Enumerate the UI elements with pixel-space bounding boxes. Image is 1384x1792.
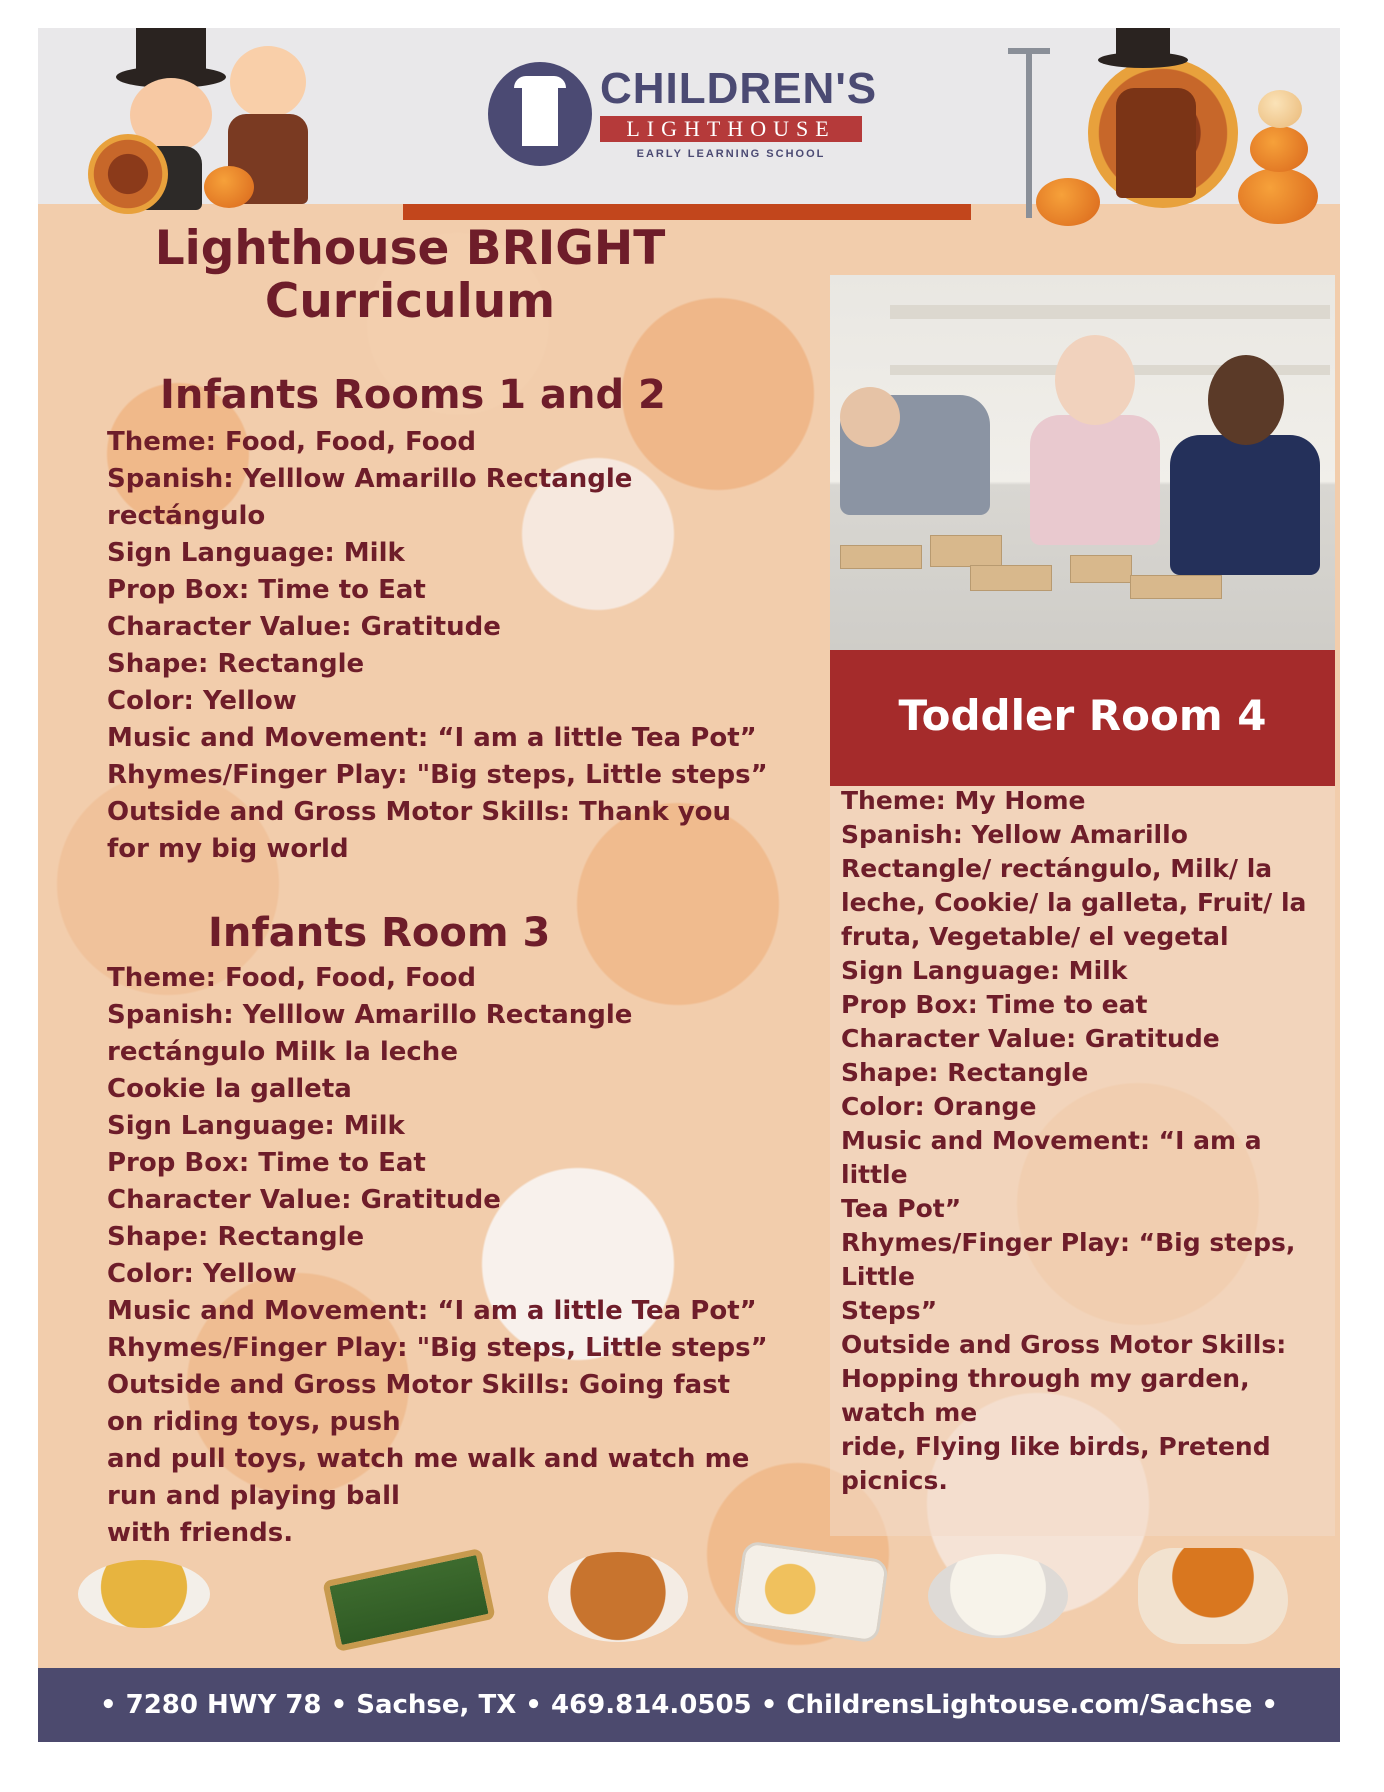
list-item: run and playing ball (107, 1481, 400, 1511)
list-item: Shape: Rectangle (107, 1222, 365, 1252)
sweet-potato-casserole-icon (733, 1540, 889, 1644)
toddlers-playing-photo (830, 275, 1335, 650)
toddler-room-4-list (841, 784, 1306, 1498)
green-bean-casserole-icon (322, 1548, 495, 1652)
roast-turkey-icon (548, 1552, 688, 1642)
list-item: picnics. (841, 1466, 948, 1495)
logo-subtitle: LIGHTHOUSE (600, 116, 862, 142)
page-title: Lighthouse BRIGHT Curriculum (154, 221, 666, 329)
list-item: Outside and Gross Motor Skills: Going fast (107, 1370, 731, 1400)
toddler-room-4-banner (830, 650, 1335, 786)
list-item: for my big world (107, 834, 349, 864)
list-item: rectángulo Milk la leche (107, 1037, 458, 1067)
list-item: Prop Box: Time to Eat (107, 575, 426, 605)
list-item: Rhymes/Finger Play: "Big steps, Little steps” (107, 1333, 768, 1363)
footer-contact: • 7280 HWY 78 • Sachse, TX • 469.814.0505 • ChildrensLightouse.com/Sachse • (99, 1690, 1279, 1720)
toddler-room-4-heading: Toddler Room 4 (898, 691, 1267, 740)
turkey-illustration (998, 28, 1328, 228)
header-accent-stripe (403, 204, 971, 220)
infants-rooms-1-2-heading: Infants Rooms 1 and 2 (160, 372, 666, 418)
list-item: Sign Language: Milk (107, 1111, 405, 1141)
list-item: Rhymes/Finger Play: "Big steps, Little steps” (107, 760, 768, 790)
list-item: Spanish: Yellow Amarillo (841, 820, 1188, 849)
infants-room-3-list (107, 960, 768, 1552)
list-item: Tea Pot” (841, 1194, 962, 1223)
pilgrims-illustration (88, 28, 348, 216)
school-logo (488, 60, 888, 172)
list-item: Theme: Food, Food, Food (107, 427, 477, 457)
list-item: Rhymes/Finger Play: “Big steps, (841, 1228, 1296, 1257)
list-item: leche, Cookie/ la galleta, Fruit/ la (841, 888, 1307, 917)
list-item: Prop Box: Time to Eat (107, 1148, 426, 1178)
list-item: Spanish: Yelllow Amarillo Rectangle (107, 464, 633, 494)
list-item: Color: Orange (841, 1092, 1037, 1121)
infants-rooms-1-2-list (107, 424, 768, 868)
list-item: Hopping through my garden, (841, 1364, 1250, 1393)
list-item: Music and Movement: “I am a little Tea Pot” (107, 723, 757, 753)
list-item: Character Value: Gratitude (841, 1024, 1220, 1053)
logo-name: CHILDREN'S (600, 64, 878, 113)
gravy-boat-icon (1138, 1548, 1288, 1644)
list-item: rectángulo (107, 501, 266, 531)
list-item: Sign Language: Milk (841, 956, 1128, 985)
list-item: Outside and Gross Motor Skills: Thank you (107, 797, 732, 827)
lighthouse-icon (488, 62, 592, 166)
food-illustrations (38, 1540, 1340, 1660)
list-item: fruta, Vegetable/ el vegetal (841, 922, 1229, 951)
list-item: Theme: My Home (841, 786, 1086, 815)
infants-room-3-heading: Infants Room 3 (208, 910, 551, 956)
stuffing-bowl-icon (78, 1560, 210, 1628)
footer-bar (38, 1668, 1340, 1742)
list-item: Steps” (841, 1296, 938, 1325)
list-item: Rectangle/ rectángulo, Milk/ la (841, 854, 1273, 883)
list-item: Color: Yellow (107, 1259, 297, 1289)
list-item: Spanish: Yelllow Amarillo Rectangle (107, 1000, 633, 1030)
list-item: Character Value: Gratitude (107, 1185, 501, 1215)
list-item: watch me (841, 1398, 978, 1427)
mashed-potatoes-icon (928, 1554, 1068, 1638)
list-item: Music and Movement: “I am a little Tea Pot” (107, 1296, 757, 1326)
list-item: Shape: Rectangle (107, 649, 365, 679)
list-item: Sign Language: Milk (107, 538, 405, 568)
list-item: on riding toys, push (107, 1407, 401, 1437)
list-item: Color: Yellow (107, 686, 297, 716)
list-item: Prop Box: Time to eat (841, 990, 1148, 1019)
list-item: Music and Movement: “I am a (841, 1126, 1262, 1155)
list-item: Little (841, 1262, 915, 1291)
list-item: Theme: Food, Food, Food (107, 963, 477, 993)
list-item: ride, Flying like birds, Pretend (841, 1432, 1271, 1461)
list-item: Shape: Rectangle (841, 1058, 1089, 1087)
list-item: Cookie la galleta (107, 1074, 352, 1104)
list-item: little (841, 1160, 908, 1189)
list-item: with friends. (107, 1518, 294, 1548)
list-item: Character Value: Gratitude (107, 612, 501, 642)
logo-tagline: EARLY LEARNING SCHOOL (636, 148, 826, 160)
list-item: and pull toys, watch me walk and watch me (107, 1444, 750, 1474)
list-item: Outside and Gross Motor Skills: (841, 1330, 1287, 1359)
